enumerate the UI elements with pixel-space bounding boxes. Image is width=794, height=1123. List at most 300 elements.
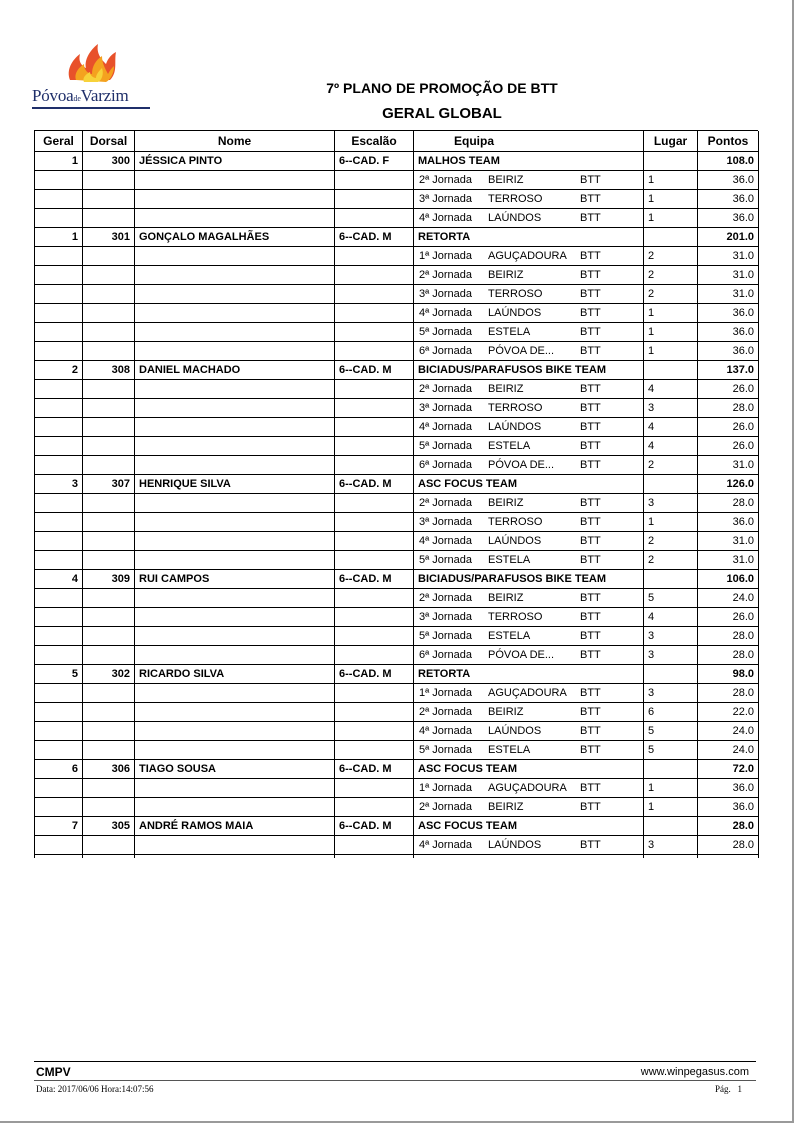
jornada-location: ESTELA (488, 554, 531, 566)
jornada-location: TERROSO (488, 516, 543, 528)
cell-empty (35, 285, 83, 304)
cell-pontos: 26.0 (698, 608, 759, 627)
logo-flame-icon (62, 42, 122, 86)
cell-pontos: 36.0 (698, 513, 759, 532)
cell-jornada (414, 418, 644, 437)
cell-dorsal: 307 (83, 475, 135, 494)
cell-lugar: 6 (644, 703, 698, 722)
cell-nome: TIAGO SOUSA (135, 760, 335, 779)
cell-empty (35, 722, 83, 741)
col-header-escalao: Escalão (335, 131, 414, 152)
jornada-label: 2ª Jornada (419, 592, 472, 604)
cell-empty (35, 513, 83, 532)
cell-jornada (414, 589, 644, 608)
cell-jornada (414, 247, 644, 266)
cell-jornada (414, 190, 644, 209)
cell-pontos: 28.0 (698, 836, 759, 855)
cell-pontos: 36.0 (698, 171, 759, 190)
cell-pontos: 36.0 (698, 342, 759, 361)
cell-jornada (414, 551, 644, 570)
cell-empty (135, 494, 335, 513)
cell-equipa: RETORTA (414, 665, 644, 684)
cell-nome: ANDRÉ RAMOS MAIA (135, 817, 335, 836)
cell-jornada (414, 703, 644, 722)
cell-empty (35, 551, 83, 570)
cell-empty (35, 209, 83, 228)
cell-pontos: 28.0 (698, 684, 759, 703)
cell-jornada (414, 342, 644, 361)
cell-pontos: 24.0 (698, 722, 759, 741)
cell-pontos: 31.0 (698, 456, 759, 475)
cell-empty (335, 418, 414, 437)
jornada-location: TERROSO (488, 611, 543, 623)
cell-lugar (644, 152, 698, 171)
cell-empty (35, 437, 83, 456)
table-subrow (35, 589, 759, 608)
cell-empty (83, 190, 135, 209)
cell-lugar: 2 (644, 285, 698, 304)
cell-empty (35, 741, 83, 760)
cell-pontos: 36.0 (698, 209, 759, 228)
jornada-location: LAÚNDOS (488, 421, 542, 433)
jornada-label: 1ª Jornada (419, 250, 472, 262)
jornada-location: BEIRIZ (488, 801, 524, 813)
cell-jornada (414, 323, 644, 342)
jornada-location: PÓVOA DE... (488, 649, 555, 661)
cell-geral: 1 (35, 152, 83, 171)
jornada-label: 4ª Jornada (419, 421, 472, 433)
cell-empty (135, 209, 335, 228)
cell-pontos: 36.0 (698, 779, 759, 798)
cell-empty (35, 627, 83, 646)
cell-empty (135, 342, 335, 361)
table-subrow (35, 722, 759, 741)
jornada-type: BTT (580, 725, 601, 737)
jornada-location: ESTELA (488, 326, 531, 338)
col-header-equipa: Equipa (414, 131, 644, 152)
cell-geral: 4 (35, 570, 83, 589)
cell-jornada (414, 437, 644, 456)
cell-jornada (414, 266, 644, 285)
jornada-location: ESTELA (488, 744, 531, 756)
table-subrow (35, 779, 759, 798)
cell-empty (335, 285, 414, 304)
table-subrow (35, 513, 759, 532)
cell-empty (135, 627, 335, 646)
cell-empty (35, 399, 83, 418)
table-subrow (35, 209, 759, 228)
cell-jornada (414, 779, 644, 798)
jornada-type: BTT (580, 535, 601, 547)
cell-lugar (644, 760, 698, 779)
table-subrow (35, 342, 759, 361)
cell-empty (35, 418, 83, 437)
jornada-label: 4ª Jornada (419, 725, 472, 737)
table-row (35, 665, 759, 684)
cell-escalao: 6--CAD. M (335, 760, 414, 779)
cell-pontos: 28.0 (698, 627, 759, 646)
cell-empty (335, 304, 414, 323)
cell-pontos: 28.0 (698, 646, 759, 665)
cell-empty (335, 551, 414, 570)
cell-empty (135, 551, 335, 570)
footer-divider-2 (34, 1080, 756, 1081)
cell-lugar: 3 (644, 684, 698, 703)
cell-empty (335, 399, 414, 418)
jornada-location: PÓVOA DE... (488, 459, 555, 471)
cell-empty (335, 627, 414, 646)
cell-lugar: 3 (644, 836, 698, 855)
jornada-location: TERROSO (488, 288, 543, 300)
cell-empty (135, 722, 335, 741)
cell-empty (35, 589, 83, 608)
cell-empty (335, 798, 414, 817)
table-subrow (35, 285, 759, 304)
cell-empty (335, 266, 414, 285)
cell-dorsal: 305 (83, 817, 135, 836)
jornada-location: LAÚNDOS (488, 839, 542, 851)
cell-empty (335, 532, 414, 551)
cell-lugar (644, 228, 698, 247)
cell-empty (83, 722, 135, 741)
cell-empty (335, 247, 414, 266)
cell-lugar: 5 (644, 589, 698, 608)
jornada-label: 3ª Jornada (419, 611, 472, 623)
cell-jornada (414, 646, 644, 665)
table-subrow (35, 456, 759, 475)
jornada-type: BTT (580, 345, 601, 357)
cell-escalao: 6--CAD. M (335, 817, 414, 836)
cell-lugar: 4 (644, 418, 698, 437)
cell-equipa: BICIADUS/PARAFUSOS BIKE TEAM (414, 570, 644, 589)
cell-pontos: 31.0 (698, 532, 759, 551)
cell-lugar: 4 (644, 380, 698, 399)
cell-lugar: 2 (644, 551, 698, 570)
cell-jornada (414, 532, 644, 551)
cell-empty (35, 304, 83, 323)
cell-empty (414, 855, 644, 859)
footer-date: Data: 2017/06/06 Hora:14:07:56 (36, 1084, 154, 1094)
cell-empty (135, 836, 335, 855)
cell-pontos: 126.0 (698, 475, 759, 494)
cell-equipa: RETORTA (414, 228, 644, 247)
cell-empty (135, 323, 335, 342)
cell-empty (135, 532, 335, 551)
table-row (35, 817, 759, 836)
cell-empty (83, 684, 135, 703)
table-subrow (35, 798, 759, 817)
jornada-type: BTT (580, 554, 601, 566)
page-title: 7º PLANO DE PROMOÇÃO DE BTT (326, 80, 558, 96)
cell-empty (135, 608, 335, 627)
jornada-type: BTT (580, 269, 601, 281)
cell-dorsal: 300 (83, 152, 135, 171)
cell-lugar: 3 (644, 494, 698, 513)
cell-pontos: 31.0 (698, 266, 759, 285)
cell-empty (35, 456, 83, 475)
jornada-location: TERROSO (488, 193, 543, 205)
cell-equipa: ASC FOCUS TEAM (414, 817, 644, 836)
cell-empty (83, 855, 135, 859)
cell-lugar: 1 (644, 342, 698, 361)
jornada-label: 3ª Jornada (419, 516, 472, 528)
cell-empty (83, 703, 135, 722)
cell-dorsal: 306 (83, 760, 135, 779)
cell-empty (644, 855, 698, 859)
jornada-location: PÓVOA DE... (488, 345, 555, 357)
cell-empty (35, 684, 83, 703)
table-subrow (35, 608, 759, 627)
cell-empty (83, 304, 135, 323)
cell-empty (83, 513, 135, 532)
cell-lugar: 3 (644, 399, 698, 418)
jornada-type: BTT (580, 687, 601, 699)
jornada-type: BTT (580, 326, 601, 338)
cell-empty (135, 589, 335, 608)
cell-pontos: 31.0 (698, 285, 759, 304)
cell-empty (83, 247, 135, 266)
cell-empty (135, 684, 335, 703)
col-header-geral: Geral (35, 131, 83, 152)
cell-equipa: MALHOS TEAM (414, 152, 644, 171)
cell-empty (335, 437, 414, 456)
cell-lugar (644, 475, 698, 494)
cell-nome: GONÇALO MAGALHÃES (135, 228, 335, 247)
footer-org: CMPV (36, 1065, 71, 1079)
cell-empty (83, 646, 135, 665)
jornada-location: BEIRIZ (488, 269, 524, 281)
cell-empty (83, 285, 135, 304)
cell-lugar: 1 (644, 190, 698, 209)
table-subrow (35, 684, 759, 703)
cell-lugar: 2 (644, 456, 698, 475)
jornada-type: BTT (580, 611, 601, 623)
table-header-row (35, 131, 759, 152)
cell-empty (135, 399, 335, 418)
table-spacer-row (35, 855, 759, 859)
cell-empty (83, 266, 135, 285)
cell-empty (335, 513, 414, 532)
jornada-type: BTT (580, 288, 601, 300)
cell-empty (83, 399, 135, 418)
cell-empty (83, 323, 135, 342)
cell-empty (83, 627, 135, 646)
jornada-label: 2ª Jornada (419, 269, 472, 281)
jornada-location: LAÚNDOS (488, 307, 542, 319)
jornada-label: 5ª Jornada (419, 554, 472, 566)
table-subrow (35, 741, 759, 760)
jornada-label: 2ª Jornada (419, 706, 472, 718)
cell-empty (335, 589, 414, 608)
jornada-location: LAÚNDOS (488, 725, 542, 737)
jornada-label: 4ª Jornada (419, 307, 472, 319)
jornada-location: ESTELA (488, 440, 531, 452)
cell-empty (335, 323, 414, 342)
page-subtitle: GERAL GLOBAL (382, 105, 502, 122)
cell-jornada (414, 209, 644, 228)
cell-pontos: 106.0 (698, 570, 759, 589)
footer-website: www.winpegasus.com (640, 1066, 749, 1078)
cell-lugar: 1 (644, 171, 698, 190)
cell-escalao: 6--CAD. M (335, 361, 414, 380)
cell-lugar: 2 (644, 532, 698, 551)
cell-dorsal: 309 (83, 570, 135, 589)
cell-escalao: 6--CAD. M (335, 228, 414, 247)
cell-lugar (644, 817, 698, 836)
logo (32, 42, 152, 112)
cell-empty (83, 608, 135, 627)
cell-lugar: 1 (644, 304, 698, 323)
cell-dorsal: 308 (83, 361, 135, 380)
footer-page-label: Pág. (715, 1084, 731, 1094)
cell-lugar: 1 (644, 798, 698, 817)
cell-nome: RICARDO SILVA (135, 665, 335, 684)
col-header-lugar: Lugar (644, 131, 698, 152)
jornada-label: 6ª Jornada (419, 649, 472, 661)
col-header-pontos: Pontos (698, 131, 759, 152)
cell-empty (335, 190, 414, 209)
cell-lugar: 4 (644, 608, 698, 627)
cell-empty (135, 304, 335, 323)
cell-lugar: 4 (644, 437, 698, 456)
cell-empty (135, 380, 335, 399)
cell-geral: 6 (35, 760, 83, 779)
cell-empty (83, 437, 135, 456)
jornada-type: BTT (580, 250, 601, 262)
cell-empty (698, 855, 759, 859)
cell-empty (135, 779, 335, 798)
cell-empty (335, 741, 414, 760)
cell-empty (83, 494, 135, 513)
cell-nome: RUI CAMPOS (135, 570, 335, 589)
cell-lugar (644, 665, 698, 684)
cell-empty (83, 798, 135, 817)
cell-empty (35, 798, 83, 817)
cell-geral: 5 (35, 665, 83, 684)
jornada-label: 5ª Jornada (419, 326, 472, 338)
cell-lugar: 2 (644, 247, 698, 266)
cell-empty (135, 513, 335, 532)
cell-empty (335, 209, 414, 228)
logo-wordmark: PóvoadeVarzim (32, 86, 129, 105)
cell-jornada (414, 513, 644, 532)
cell-dorsal: 302 (83, 665, 135, 684)
cell-lugar: 5 (644, 741, 698, 760)
cell-pontos: 36.0 (698, 190, 759, 209)
cell-empty (35, 190, 83, 209)
cell-empty (35, 323, 83, 342)
cell-pontos: 24.0 (698, 741, 759, 760)
table-row (35, 228, 759, 247)
cell-jornada (414, 836, 644, 855)
table-subrow (35, 703, 759, 722)
cell-jornada (414, 798, 644, 817)
cell-jornada (414, 627, 644, 646)
cell-jornada (414, 380, 644, 399)
jornada-type: BTT (580, 193, 601, 205)
jornada-location: BEIRIZ (488, 174, 524, 186)
jornada-location: BEIRIZ (488, 383, 524, 395)
jornada-type: BTT (580, 440, 601, 452)
jornada-location: BEIRIZ (488, 592, 524, 604)
col-header-dorsal: Dorsal (83, 131, 135, 152)
jornada-location: LAÚNDOS (488, 212, 542, 224)
cell-geral: 1 (35, 228, 83, 247)
jornada-type: BTT (580, 212, 601, 224)
cell-empty (35, 342, 83, 361)
jornada-location: LAÚNDOS (488, 535, 542, 547)
cell-equipa: ASC FOCUS TEAM (414, 760, 644, 779)
cell-pontos: 28.0 (698, 494, 759, 513)
jornada-label: 5ª Jornada (419, 630, 472, 642)
cell-jornada (414, 494, 644, 513)
jornada-type: BTT (580, 592, 601, 604)
cell-pontos: 36.0 (698, 798, 759, 817)
cell-empty (135, 266, 335, 285)
cell-empty (83, 589, 135, 608)
cell-empty (83, 209, 135, 228)
cell-empty (335, 342, 414, 361)
cell-empty (335, 494, 414, 513)
jornada-type: BTT (580, 402, 601, 414)
table-subrow (35, 399, 759, 418)
table-subrow (35, 247, 759, 266)
table-subrow (35, 551, 759, 570)
cell-pontos: 72.0 (698, 760, 759, 779)
cell-pontos: 28.0 (698, 817, 759, 836)
cell-nome: HENRIQUE SILVA (135, 475, 335, 494)
cell-geral: 7 (35, 817, 83, 836)
footer-page (715, 1084, 742, 1094)
table-subrow (35, 418, 759, 437)
cell-escalao: 6--CAD. M (335, 475, 414, 494)
jornada-label: 1ª Jornada (419, 687, 472, 699)
cell-empty (83, 532, 135, 551)
cell-empty (335, 456, 414, 475)
cell-pontos: 36.0 (698, 323, 759, 342)
cell-jornada (414, 171, 644, 190)
cell-lugar: 1 (644, 209, 698, 228)
jornada-label: 5ª Jornada (419, 440, 472, 452)
cell-empty (35, 532, 83, 551)
cell-escalao: 6--CAD. M (335, 570, 414, 589)
jornada-label: 1ª Jornada (419, 782, 472, 794)
cell-empty (35, 266, 83, 285)
cell-empty (35, 779, 83, 798)
jornada-type: BTT (580, 516, 601, 528)
cell-empty (335, 703, 414, 722)
cell-lugar: 3 (644, 646, 698, 665)
cell-pontos: 26.0 (698, 418, 759, 437)
col-header-nome: Nome (135, 131, 335, 152)
jornada-location: BEIRIZ (488, 497, 524, 509)
cell-jornada (414, 722, 644, 741)
jornada-type: BTT (580, 839, 601, 851)
cell-empty (83, 456, 135, 475)
cell-escalao: 6--CAD. M (335, 665, 414, 684)
table-row (35, 152, 759, 171)
jornada-label: 6ª Jornada (419, 345, 472, 357)
cell-jornada (414, 285, 644, 304)
cell-empty (135, 190, 335, 209)
cell-empty (135, 285, 335, 304)
cell-empty (335, 779, 414, 798)
jornada-location: ESTELA (488, 630, 531, 642)
table-subrow (35, 171, 759, 190)
cell-empty (135, 437, 335, 456)
cell-equipa: ASC FOCUS TEAM (414, 475, 644, 494)
jornada-type: BTT (580, 630, 601, 642)
